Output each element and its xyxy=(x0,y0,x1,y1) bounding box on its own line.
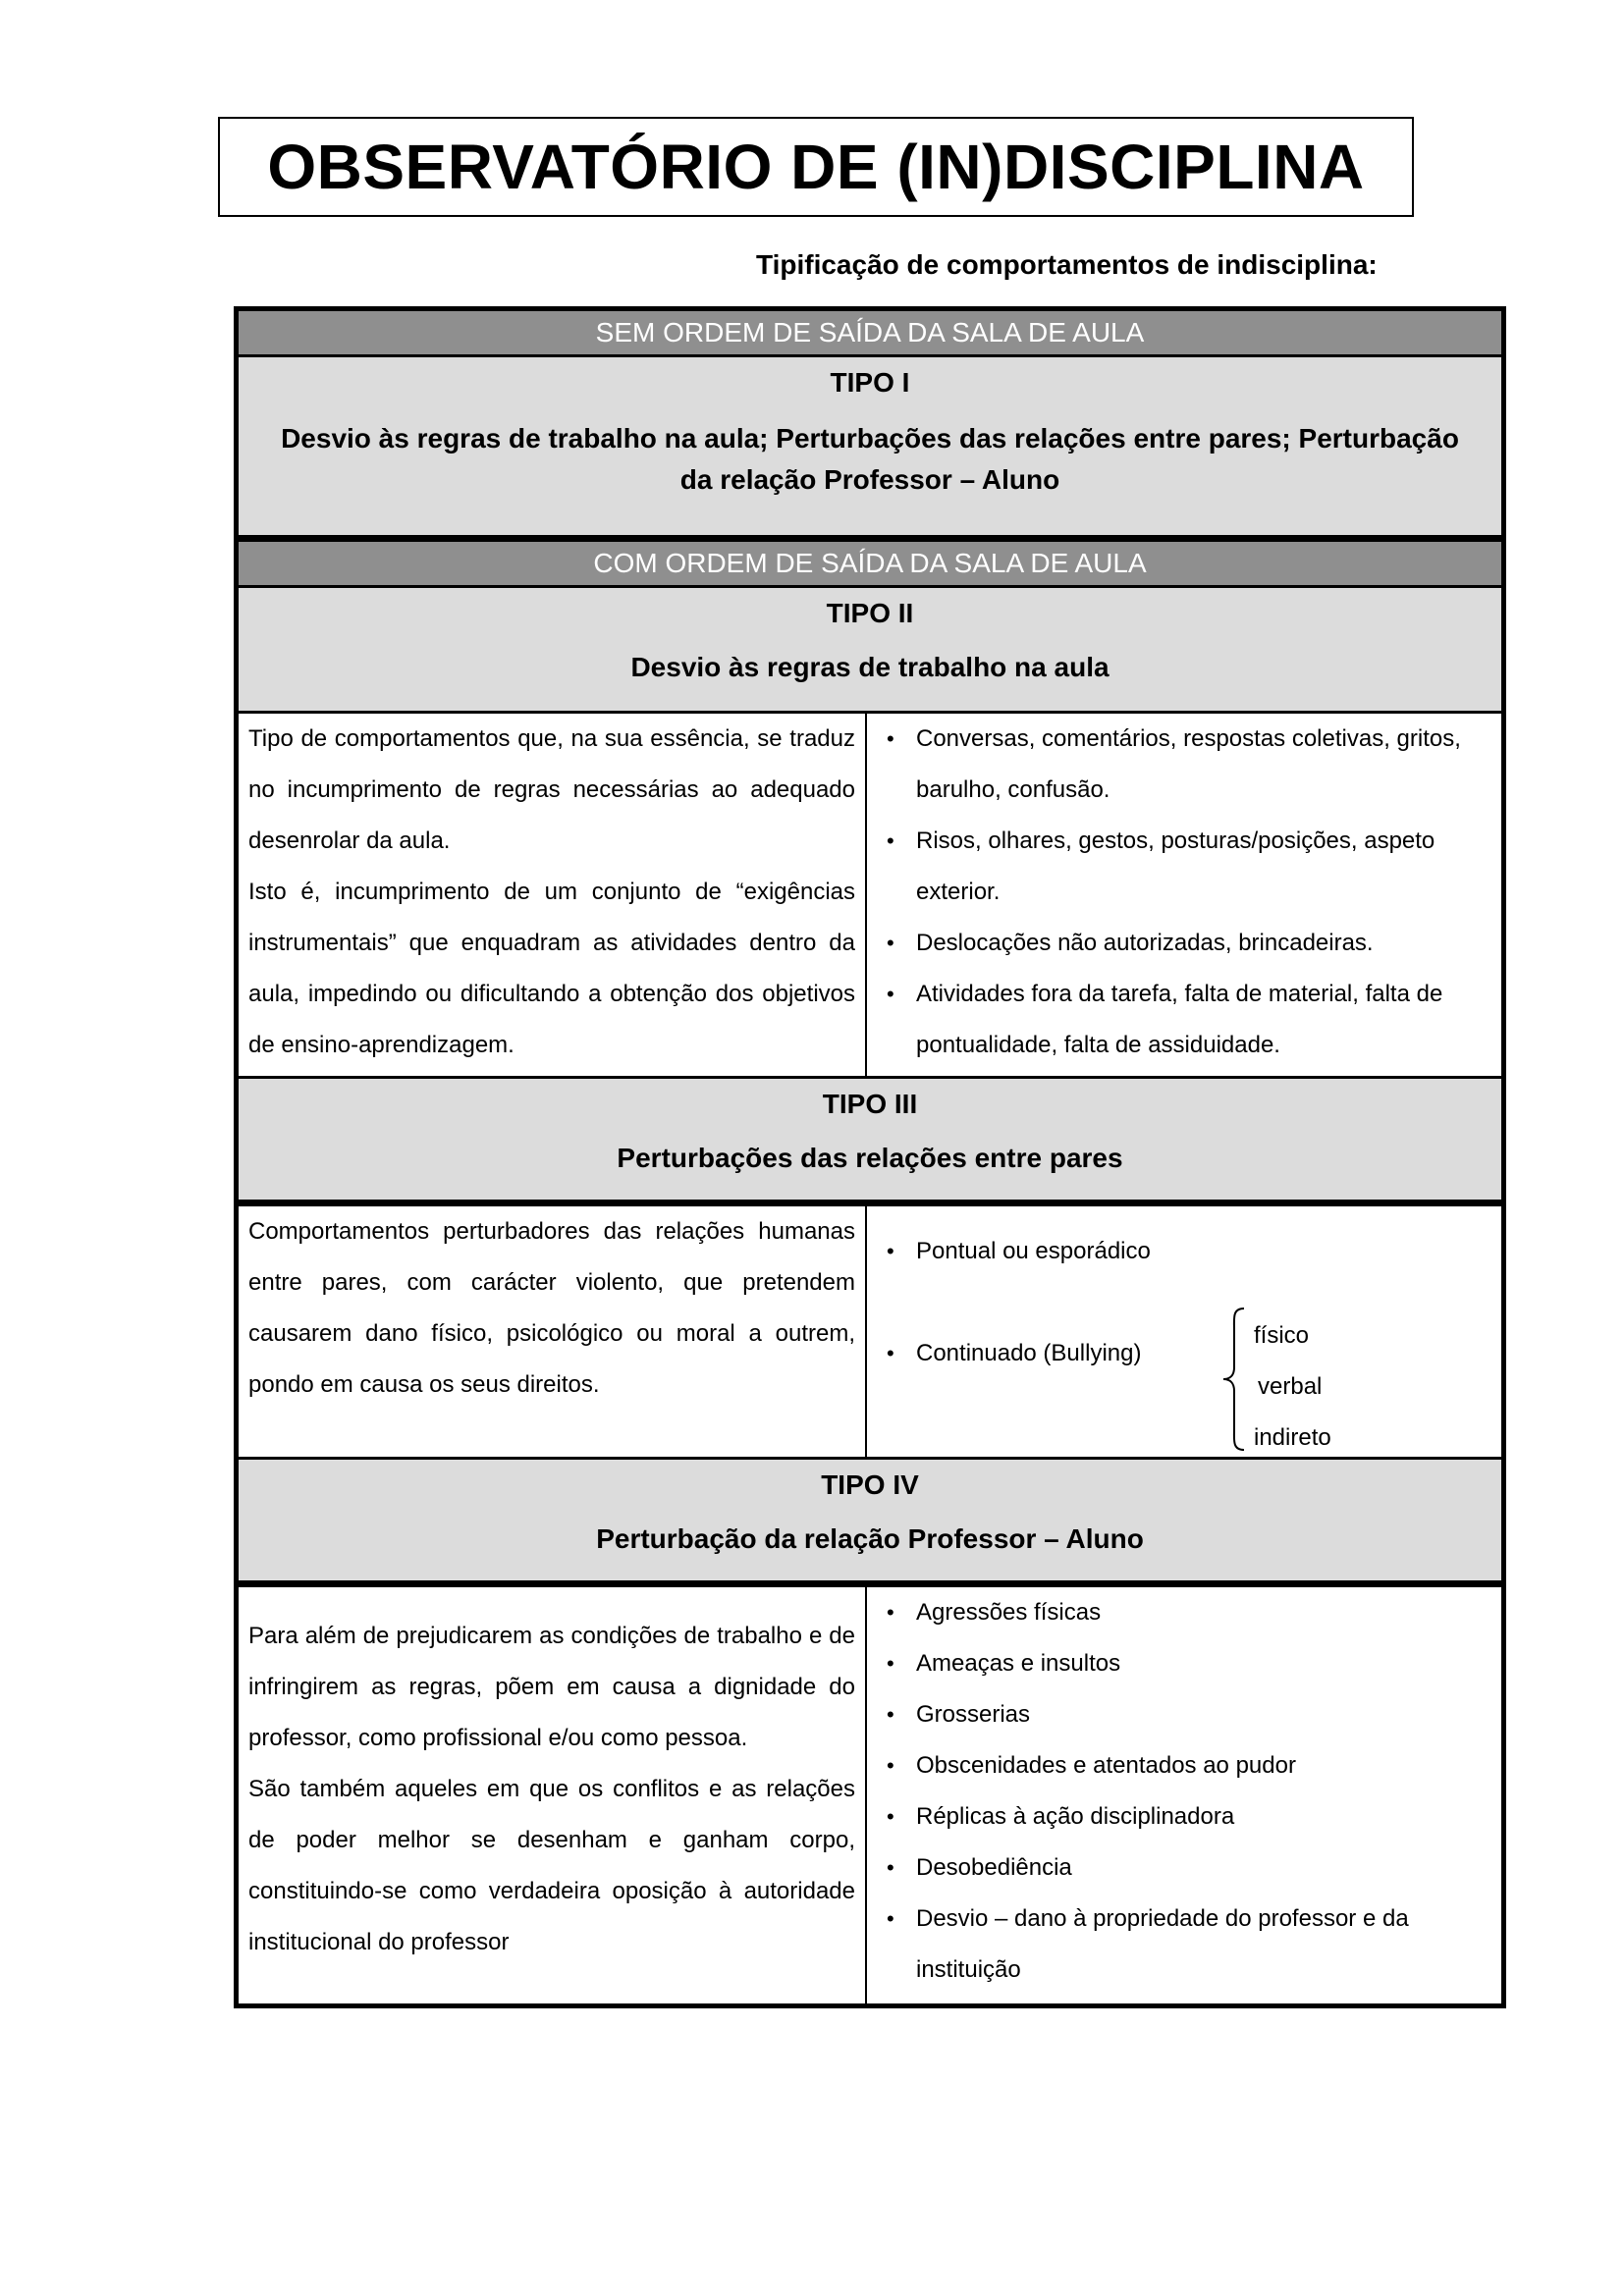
tipo-iv-list xyxy=(885,1587,1489,1996)
list-item: • Desvio – dano à propriedade do professor e da instituição xyxy=(885,1894,1489,1996)
tipo-i-desc-line1: Desvio às regras de trabalho na aula; Perturbações das relações entre pares; Perturbação xyxy=(281,423,1459,454)
list-item: • Conversas, comentários, respostas coletivas, gritos, barulho, confusão. xyxy=(885,714,1489,816)
tipo-iii-row xyxy=(239,1202,1501,1460)
title-box xyxy=(218,117,1414,217)
tipo-iii-desc: Perturbações das relações entre pares xyxy=(617,1143,1123,1173)
bullet-icon: • xyxy=(887,1600,894,1625)
tipo-ii-row xyxy=(239,714,1501,1079)
subtype-indireto: indireto xyxy=(1254,1424,1331,1451)
list-item: • Atividades fora da tarefa, falta de material, falta de pontualidade, falta de assiduidade. xyxy=(885,969,1489,1071)
list-item: • Obscenidades e atentados ao pudor xyxy=(885,1740,1489,1791)
list-item: • Grosserias xyxy=(885,1689,1489,1740)
bullet-icon: • xyxy=(887,931,894,955)
subtype-fisico: físico xyxy=(1254,1322,1310,1349)
band-com-ordem: COM ORDEM DE SAÍDA DA SALA DE AULA xyxy=(239,538,1501,588)
list-item: • Réplicas à ação disciplinadora xyxy=(885,1791,1489,1842)
bullet-icon: • xyxy=(887,1906,894,1931)
subtitle: Tipificação de comportamentos de indisciplina: xyxy=(756,249,1378,280)
tipo-i-label: TIPO I xyxy=(830,367,910,398)
bullet-icon: • xyxy=(887,1702,894,1727)
tipo-iv-header xyxy=(239,1460,1501,1583)
tipo-iv-paragraph-2: São também aqueles em que os conflitos e as relações de poder melhor se desenham e ganham corpo, constituindo-se como verdadeira oposição à autoridade institucional do professor xyxy=(248,1776,855,1955)
tipo-iii-label: TIPO III xyxy=(822,1089,918,1119)
bullet-icon: • xyxy=(887,982,894,1006)
tipo-iii-paragraph: Comportamentos perturbadores das relações humanas entre pares, com carácter violento, que pretendem causarem dano físico, psicológico ou moral a outrem, pondo em causa os seus direitos. xyxy=(248,1218,855,1398)
tipo-i-desc-line2: da relação Professor – Aluno xyxy=(679,464,1060,495)
tipo-ii-desc: Desvio às regras de trabalho na aula xyxy=(630,652,1110,682)
tipo-iii-list xyxy=(885,1226,1474,1379)
tipo-i-header xyxy=(239,357,1501,538)
bullet-icon: • xyxy=(887,1651,894,1676)
list-item: • Deslocações não autorizadas, brincadeiras. xyxy=(885,918,1489,969)
tipo-ii-paragraph-2: Isto é, incumprimento de um conjunto de “exigências instrumentais” que enquadram as atividades dentro da aula, impedindo ou dificultando a obtenção dos objetivos de ensino-aprendizagem. xyxy=(248,879,855,1058)
bullet-icon: • xyxy=(887,1753,894,1778)
tipo-iii-description xyxy=(239,1206,867,1457)
tipo-ii-header xyxy=(239,588,1501,714)
tipo-iv-desc: Perturbação da relação Professor – Aluno xyxy=(596,1523,1144,1554)
tipo-iii-list-cell xyxy=(867,1206,1501,1457)
tipo-ii-paragraph-1: Tipo de comportamentos que, na sua essência, se traduz no incumprimento de regras necessárias ao adequado desenrolar da aula. xyxy=(248,725,855,854)
tipo-iv-list-cell xyxy=(867,1587,1501,2003)
tipo-iv-label: TIPO IV xyxy=(821,1469,919,1500)
list-item: • Agressões físicas xyxy=(885,1587,1489,1638)
indiscipline-table xyxy=(234,306,1506,2008)
list-item: • Pontual ou esporádico xyxy=(885,1226,1474,1277)
page-title: OBSERVATÓRIO DE (IN)DISCIPLINA xyxy=(267,132,1365,202)
list-item: • Desobediência xyxy=(885,1842,1489,1894)
tipo-iv-paragraph-1: Para além de prejudicarem as condições de trabalho e de infringirem as regras, põem em causa a dignidade do professor, como profissional e/ou como pessoa. xyxy=(248,1623,855,1751)
bullet-icon: • xyxy=(887,726,894,751)
list-item: • Ameaças e insultos xyxy=(885,1638,1489,1689)
tipo-ii-description xyxy=(239,714,867,1076)
tipo-iii-header xyxy=(239,1079,1501,1202)
tipo-iv-description xyxy=(239,1587,867,2003)
tipo-ii-list-cell xyxy=(867,714,1501,1076)
bullet-icon: • xyxy=(887,1341,894,1365)
bullet-icon: • xyxy=(887,1239,894,1263)
list-item: • Continuado (Bullying) xyxy=(885,1328,1474,1379)
bullet-icon: • xyxy=(887,1855,894,1880)
subtype-verbal: verbal xyxy=(1258,1373,1323,1400)
band-sem-ordem: SEM ORDEM DE SAÍDA DA SALA DE AULA xyxy=(239,311,1501,357)
list-item: • Risos, olhares, gestos, posturas/posições, aspeto exterior. xyxy=(885,816,1489,918)
tipo-ii-list xyxy=(885,714,1489,1071)
tipo-ii-label: TIPO II xyxy=(826,598,914,628)
tipo-iv-row xyxy=(239,1583,1501,2003)
curly-brace-icon xyxy=(1220,1307,1250,1452)
bullet-icon: • xyxy=(887,828,894,853)
bullet-icon: • xyxy=(887,1804,894,1829)
